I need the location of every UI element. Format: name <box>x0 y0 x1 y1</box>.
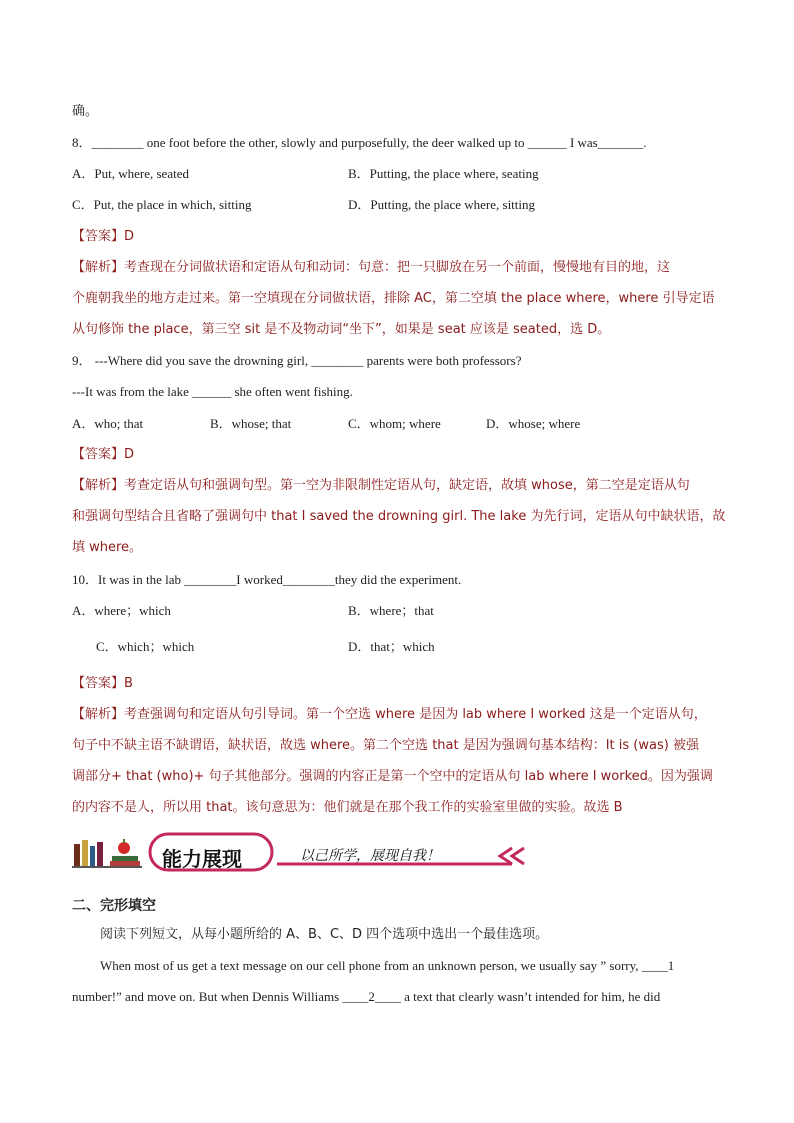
instructions: 阅读下列短文，从每小题所给的 A、B、C、D 四个选项中选出一个最佳选项。 <box>100 927 549 942</box>
explanation-line: 个鹿朝我坐的地方走过来。第一空填现在分词做状语，排除 AC，第二空填 the place where，where 引导定语 <box>72 291 715 306</box>
section-title: 二、完形填空 <box>72 898 156 914</box>
explanation-line: 【解析】考查现在分词做状语和定语从句和动词：句意：把一只脚放在另一个前面，慢慢地有目的地，这 <box>72 260 671 275</box>
explanation-line: 填 where。 <box>72 540 143 555</box>
explanation-line: 调部分+ that (who)+ 句子其他部分。强调的内容正是第一个空中的定语从句 lab where I worked。因为强调 <box>72 769 713 784</box>
passage-line: number!” and move on. But when Dennis Williams ____2____ a text that clearly wasn’t intended for him, he did <box>72 989 661 1004</box>
question-9-line-2: ---It was from the lake ______ she often went fishing. <box>72 384 353 399</box>
option-c: C．whom; where <box>348 416 441 431</box>
option-d: D．Putting, the place where, sitting <box>348 197 536 212</box>
explanation-line: 【解析】考查强调句和定语从句引导词。第一个空选 where 是因为 lab where I worked 这是一个定语从句， <box>72 707 707 722</box>
option-a: A．where；which <box>72 603 171 618</box>
option-b: B．Putting, the place where, seating <box>348 166 539 181</box>
option-c: C．which；which <box>96 639 195 654</box>
answer: 【答案】D <box>72 229 135 244</box>
explanation-line: 句子中不缺主语不缺谓语，缺状语，故选 where。第二个空选 that 是因为强调句基本结构：It is (was) 被强 <box>72 738 699 753</box>
option-b: B．where；that <box>348 603 434 618</box>
answer: 【答案】D <box>72 447 135 462</box>
explanation-line: 【解析】考查定语从句和强调句型。第一空为非限制性定语从句，缺定语，故填 whose，第二空是定语从句 <box>72 478 690 493</box>
option-a: A．Put, where, seated <box>72 166 189 181</box>
answer: 【答案】B <box>72 676 133 691</box>
passage-line: When most of us get a text message on our cell phone from an unknown person, we usually say ” sorry, ____1 <box>100 958 675 973</box>
banner-title: 能力展现 <box>162 847 242 871</box>
question-9: 9． ---Where did you save the drowning girl, ________ parents were both professors? <box>72 353 522 368</box>
explanation-line: 和强调句型结合且省略了强调句中 that I saved the drowning girl. The lake 为先行词，定语从句中缺状语，故 <box>72 509 726 524</box>
banner-slogan: 以己所学，展现自我！ <box>300 848 440 864</box>
option-d: D．that；which <box>348 639 435 654</box>
option-b: B．whose; that <box>210 416 292 431</box>
books-icon <box>72 839 142 868</box>
double-chevron-left-icon <box>500 848 524 864</box>
question-8: 8．________ one foot before the other, slowly and purposefully, the deer walked up to ______ I was_______. <box>72 135 647 150</box>
option-a: A．who; that <box>72 416 144 431</box>
question-10: 10．It was in the lab ________I worked________they did the experiment. <box>72 572 462 587</box>
explanation-line: 从句修饰 the place，第三空 sit 是不及物动词“坐下”，如果是 seat 应该是 seated，选 D。 <box>72 322 611 337</box>
option-c: C．Put, the place in which, sitting <box>72 197 252 212</box>
explanation-line: 的内容不是人，所以用 that。该句意思为：他们就是在那个我工作的实验室里做的实验。故选 B <box>72 800 623 815</box>
option-d: D．whose; where <box>486 416 581 431</box>
text-line: 确。 <box>72 104 99 119</box>
